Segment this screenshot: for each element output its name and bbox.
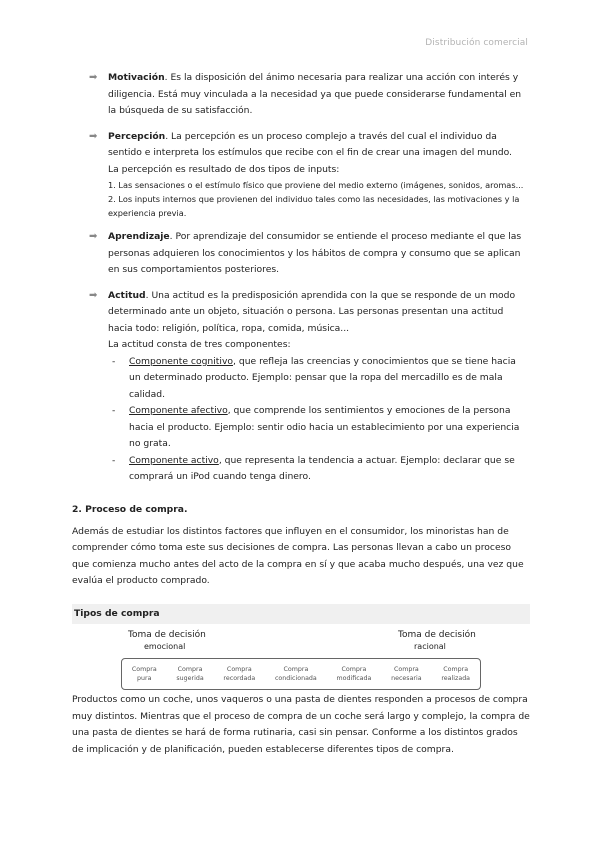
cell-line: Compra: [177, 666, 203, 673]
diagram-cell: [337, 665, 372, 683]
section-paragraph: Además de estudiar los distintos factores que influyen en el consumidor, los minoristas han de comprender cómo toma este sus decisiones de compra. Las personas llevan a cabo un proceso que comienza mucho antes del acto de la compra en sí y que acaba mucho después, una vez que evalúa el producto comprado.: [72, 525, 524, 586]
text-actitud: . Una actitud es la predisposición aprendida con la que se responde de un modo determinado ante un objeto, situación o persona. Las personas presentan una actitud hacia todo: religión, política, ropa, comida, música...: [108, 289, 516, 334]
term-percepcion: Percepción: [108, 130, 166, 142]
tipos-heading: Tipos de compra: [72, 604, 530, 625]
diagram-right-label: [398, 630, 476, 652]
term-motivacion: Motivación: [108, 72, 165, 83]
arrow-right-icon: ➡: [89, 130, 98, 142]
diagram-box: [121, 658, 481, 690]
term-actitud: Actitud: [108, 289, 146, 301]
bullet-percepcion: [72, 129, 530, 221]
bullet-actitud: [72, 288, 530, 486]
component-name: Componente activo: [129, 454, 219, 466]
right-title: Toma de decisión: [398, 630, 476, 640]
arrow-right-icon: ➡: [89, 72, 98, 83]
right-sub: racional: [414, 642, 446, 651]
diagram-cell: [176, 665, 203, 683]
cell-line: Compra: [283, 666, 309, 673]
cell-line: necesaria: [391, 675, 422, 682]
list-item: [108, 354, 530, 404]
header-title: Distribución comercial: [425, 38, 528, 48]
dash-icon: -: [112, 405, 116, 416]
cell-line: modificada: [336, 675, 372, 682]
tipos-paragraph: Productos como un coche, unos vaqueros o una pasta de dientes responden a procesos de compra muy distintos. Mientras que el proceso de compra de un coche será largo y complejo, la compra de una pasta de dientes se hará de forma rutinaria, casi sin pensar. Conforme a los distintos grados de implicación y de planificación, pueden establecerse diferentes tipos de compra.: [72, 694, 530, 755]
list-item: [108, 453, 530, 486]
cell-line: sugerida: [176, 675, 204, 682]
text-motivacion: . Es la disposición del ánimo necesaria para realizar una acción con interés y diligencia. Está muy vinculada a la necesidad ya que puede considerarse fundamental en la búsqueda de su satisfacción.: [108, 72, 522, 116]
section-heading: 2. Proceso de compra.: [72, 503, 188, 515]
text-aprendizaje: . Por aprendizaje del consumidor se entiende el proceso mediante el que las personas adquieren los conocimientos y los hábitos de compra y consumo que se aplican en sus comportamientos posteriores.: [108, 231, 522, 275]
diagram-cell: [223, 665, 255, 683]
diagram-cell: [441, 665, 470, 683]
cell-line: Compra: [393, 666, 419, 673]
cell-line: recordada: [223, 675, 256, 682]
component-text: , que refleja las creencias y conocimientos que se tiene hacia un determinado producto. Ejemplo: pensar que la ropa del mercadillo es de mala calidad.: [129, 355, 516, 400]
component-name: Componente cognitivo: [129, 355, 234, 367]
page-content: [72, 70, 530, 770]
percepcion-input-2: 2. Los inputs internos que provienen del individuo tales como las necesidades, las motivaciones y la experiencia previa.: [108, 194, 520, 218]
tipos-compra-diagram: [72, 630, 530, 692]
percepcion-input-1: 1. Las sensaciones o el estímulo físico que proviene del medio externo (imágenes, sonidos, aromas...: [108, 180, 524, 190]
left-sub: emocional: [144, 642, 186, 651]
cell-line: Compra: [443, 666, 469, 673]
diagram-cell: [275, 665, 317, 683]
bullet-aprendizaje: [72, 229, 530, 279]
dash-icon: -: [112, 454, 116, 466]
percepcion-inputs-intro: La percepción es resultado de dos tipos de inputs:: [108, 163, 340, 175]
dash-icon: -: [112, 355, 116, 367]
text-percepcion: . La percepción es un proceso complejo a través del cual el individuo da sentido e interpreta los estímulos que recibe con el fin de crear una imagen del mundo.: [108, 130, 512, 158]
cell-line: Compra: [341, 666, 367, 673]
list-item: [108, 403, 530, 453]
component-text: , que representa la tendencia a actuar. Ejemplo: declarar que se comprará un iPod cuando tenga dinero.: [129, 454, 515, 482]
cell-line: realizada: [441, 675, 471, 682]
diagram-cell: [391, 665, 422, 683]
arrow-right-icon: ➡: [89, 289, 98, 301]
term-aprendizaje: Aprendizaje: [108, 231, 170, 242]
component-name: Componente afectivo: [129, 405, 228, 416]
bullet-motivacion: [72, 70, 530, 120]
cell-line: pura: [137, 675, 152, 682]
component-text: , que comprende los sentimientos y emociones de la persona hacia el producto. Ejemplo: sentir odio hacia un establecimiento por una experiencia no grata.: [129, 405, 520, 449]
cell-line: Compra: [131, 666, 157, 673]
cell-line: condicionada: [274, 675, 317, 682]
arrow-right-icon: ➡: [89, 231, 98, 242]
diagram-cell: [132, 665, 157, 683]
left-title: Toma de decisión: [128, 630, 206, 640]
cell-line: Compra: [226, 666, 252, 673]
actitud-components-intro: La actitud consta de tres componentes:: [108, 339, 291, 350]
diagram-left-label: [128, 630, 206, 652]
